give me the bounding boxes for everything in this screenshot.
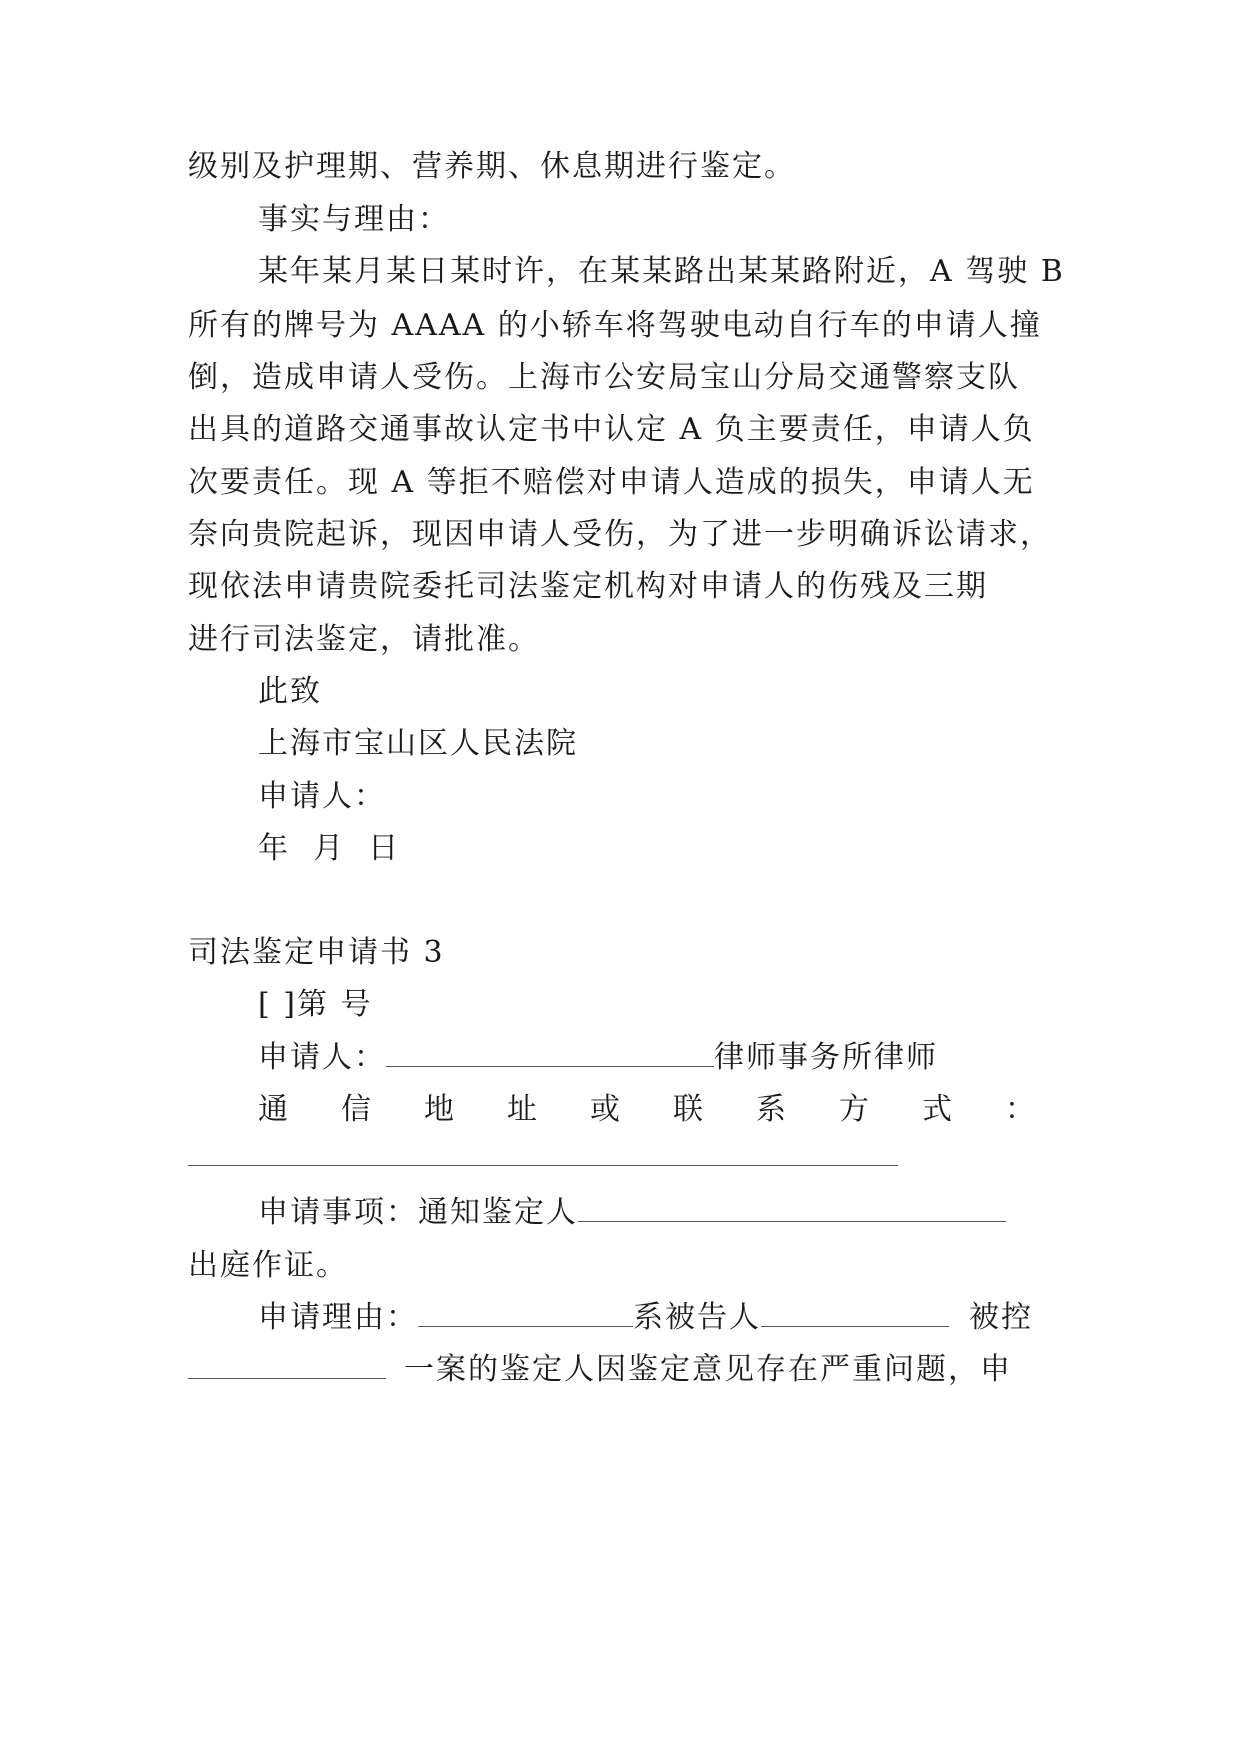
matter-end: 出庭作证。 xyxy=(188,1248,348,1283)
reason-mid-2: 被控 xyxy=(969,1300,1033,1335)
reason-line-2 xyxy=(188,1350,1053,1390)
matter-label: 申请事项：通知鉴定人 xyxy=(258,1195,578,1230)
contact-char: 式 xyxy=(922,1092,952,1127)
contact-char: 方 xyxy=(839,1092,869,1127)
contact-char: 系 xyxy=(756,1092,786,1127)
paragraph-line: 倒，造成申请人受伤。上海市公安局宝山分局交通警察支队 xyxy=(188,360,1020,395)
contact-line xyxy=(258,1090,1035,1130)
matter-blank xyxy=(578,1193,1006,1222)
contact-char: 联 xyxy=(673,1092,703,1127)
reason-label: 申请理由： xyxy=(258,1300,418,1335)
signature-applicant: 申请人： xyxy=(258,779,386,814)
paragraph-line: 次要责任。现 A 等拒不赔偿对申请人造成的损失，申请人无 xyxy=(188,465,1035,500)
salutation: 此致 xyxy=(258,674,322,709)
applicant-suffix: 律师事务所律师 xyxy=(714,1040,938,1075)
applicant-line xyxy=(258,1038,1053,1078)
reason-line-2-text: 一案的鉴定人因鉴定意见存在严重问题，申 xyxy=(404,1352,1012,1387)
applicant-blank xyxy=(386,1038,714,1067)
matter-line xyxy=(258,1193,1053,1233)
applicant-label: 申请人： xyxy=(258,1040,386,1075)
contact-char: 地 xyxy=(424,1092,454,1127)
contact-char: 址 xyxy=(507,1092,537,1127)
paragraph-line: 级别及护理期、营养期、休息期进行鉴定。 xyxy=(188,149,796,184)
contact-char: 通 xyxy=(258,1092,288,1127)
paragraph-line: 现依法申请贵院委托司法鉴定机构对申请人的伤残及三期 xyxy=(188,569,988,604)
paragraph-line: 某年某月某日某时许，在某某路出某某路附近，A 驾驶 B xyxy=(258,254,1065,289)
case-number: [ ]第 号 xyxy=(258,987,373,1022)
contact-char: 或 xyxy=(590,1092,620,1127)
reason-mid-1: 系被告人 xyxy=(633,1300,761,1335)
document-title: 司法鉴定申请书 3 xyxy=(188,935,445,970)
contact-char: 信 xyxy=(341,1092,371,1127)
contact-char: ： xyxy=(1005,1092,1035,1127)
paragraph-line: 所有的牌号为 AAAA 的小轿车将驾驶电动自行车的申请人撞 xyxy=(188,308,1042,343)
reason-blank-1 xyxy=(418,1298,633,1327)
section-heading-facts: 事实与理由： xyxy=(258,202,450,237)
reason-blank-3 xyxy=(188,1350,386,1379)
contact-blank xyxy=(188,1165,898,1166)
court-name: 上海市宝山区人民法院 xyxy=(258,726,578,761)
reason-line xyxy=(258,1298,1053,1338)
paragraph-line: 奈向贵院起诉，现因申请人受伤，为了进一步明确诉讼请求， xyxy=(188,517,1052,552)
paragraph-line: 进行司法鉴定，请批准。 xyxy=(188,622,540,657)
paragraph-line: 出具的道路交通事故认定书中认定 A 负主要责任，申请人负 xyxy=(188,412,1035,447)
reason-blank-2 xyxy=(761,1298,949,1327)
signature-date: 年 月 日 xyxy=(258,831,401,866)
